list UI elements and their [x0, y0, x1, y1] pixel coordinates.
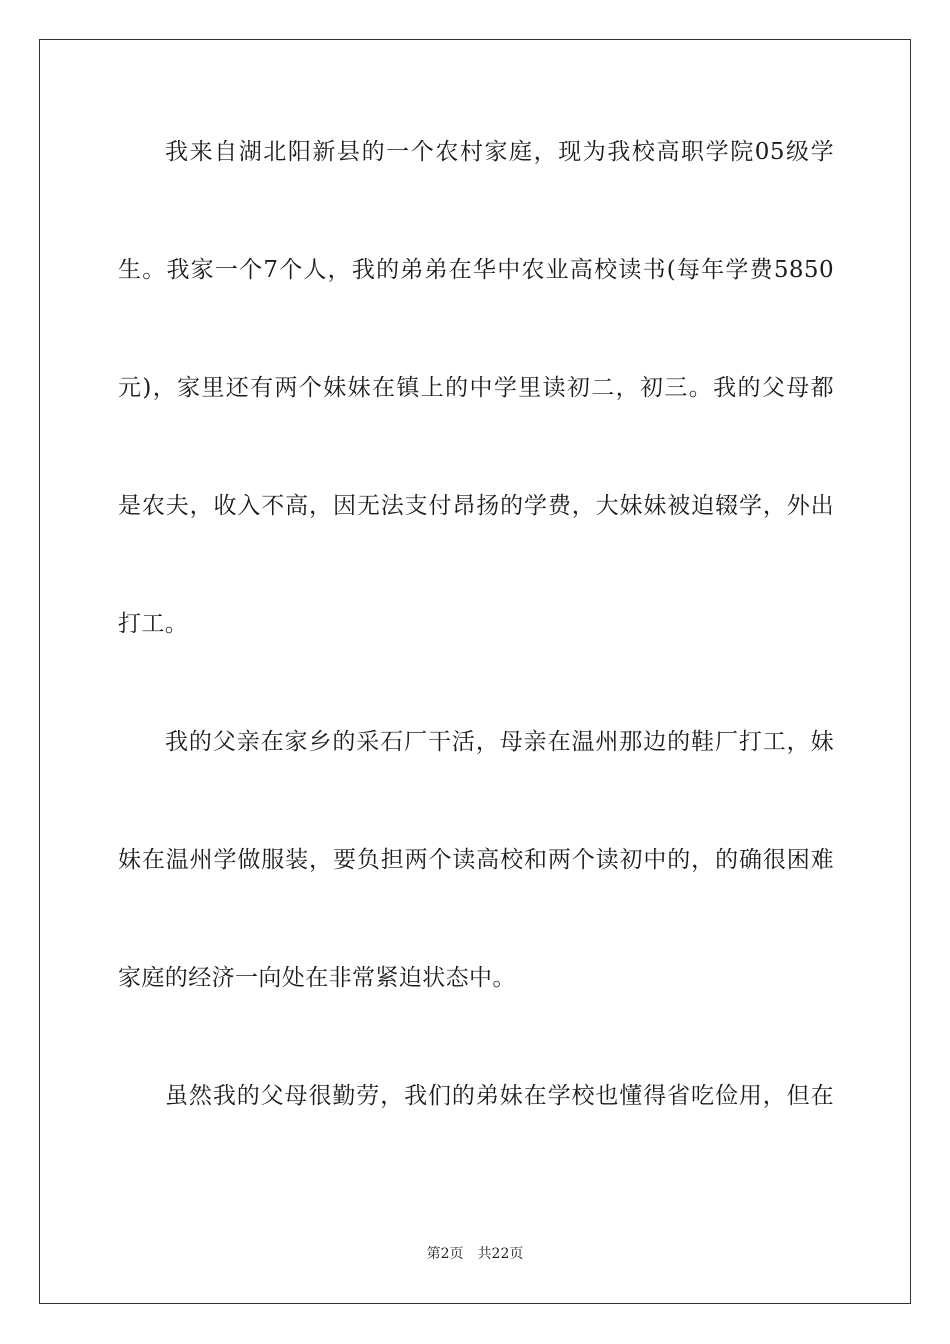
page-total: 共22页: [477, 1246, 524, 1262]
paragraph-1-line-2: 生。我家一个7个人，我的弟弟在华中农业高校读书(每年学费5850: [118, 257, 834, 283]
paragraph-1-line-1: 我来自湖北阳新县的一个农村家庭，现为我校高职学院05级学: [165, 139, 834, 165]
paragraph-2-line-2: 妹在温州学做服装，要负担两个读高校和两个读初中的，的确很困难: [118, 847, 834, 873]
paragraph-1-line-5: 打工。: [118, 611, 189, 637]
page-footer: [0, 1245, 950, 1263]
paragraph-2-line-1: 我的父亲在家乡的采石厂干活，母亲在温州那边的鞋厂打工，妹: [165, 729, 834, 755]
paragraph-2-line-3: 家庭的经济一向处在非常紧迫状态中。: [118, 965, 516, 991]
paragraph-1-line-3: 元)，家里还有两个妹妹在镇上的中学里读初二，初三。我的父母都: [118, 375, 834, 401]
page-number: 第2页: [426, 1246, 464, 1262]
paragraph-1-line-4: 是农夫，收入不高，因无法支付昂扬的学费，大妹妹被迫辍学，外出: [118, 493, 834, 519]
page-border: [39, 39, 911, 1304]
paragraph-3-line-1: 虽然我的父母很勤劳，我们的弟妹在学校也懂得省吃俭用，但在: [165, 1083, 834, 1109]
